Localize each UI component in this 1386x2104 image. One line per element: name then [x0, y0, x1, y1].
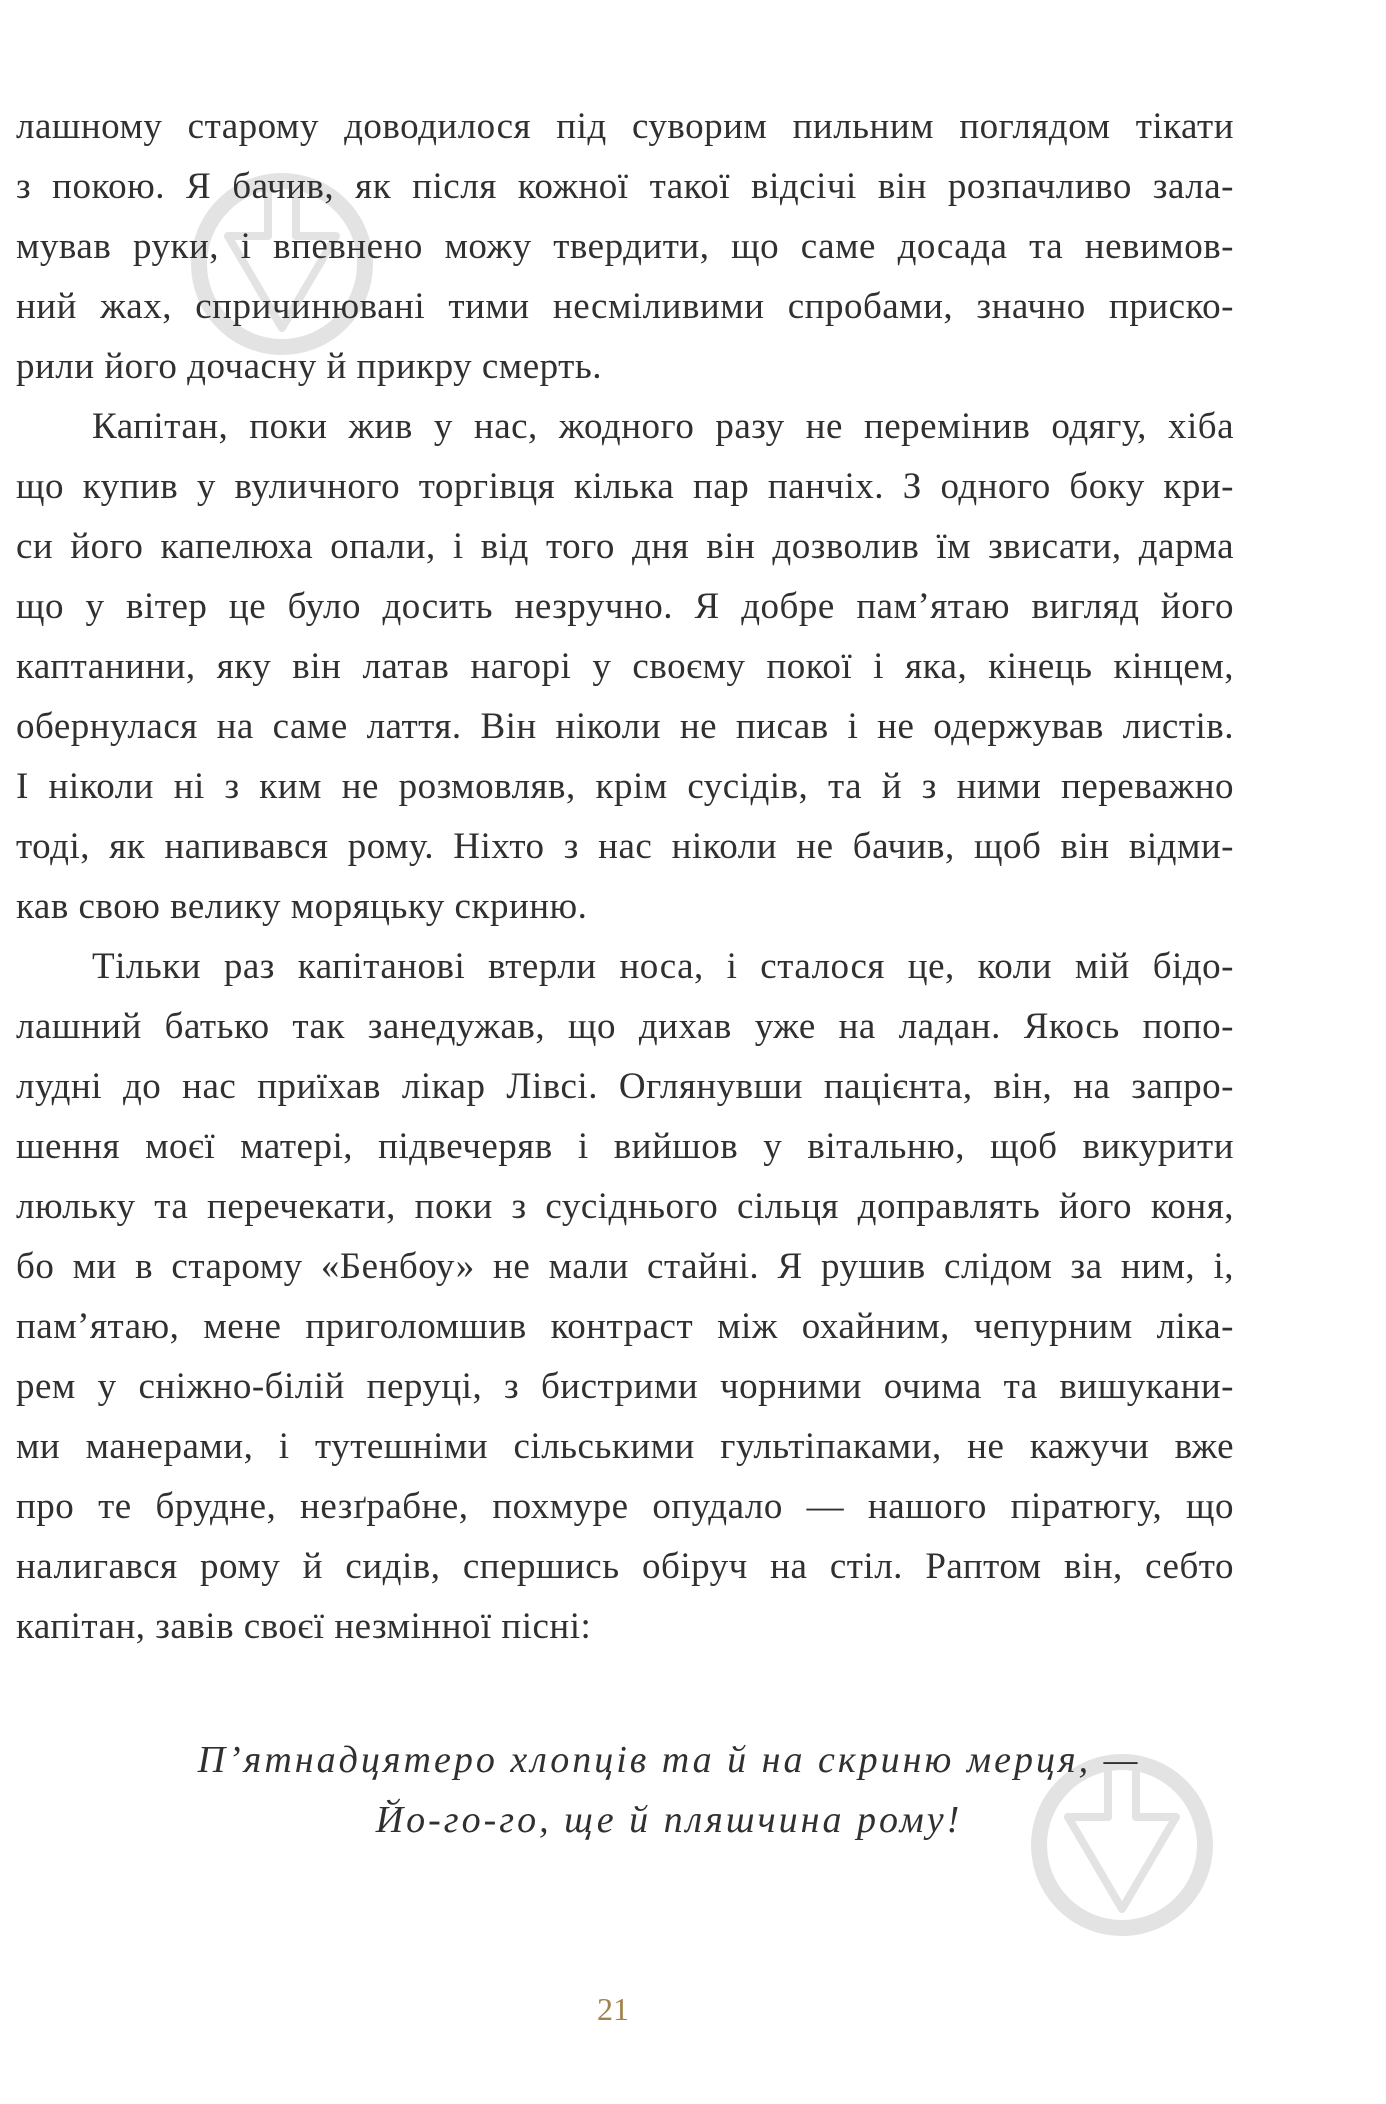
- text-line: си його капелюха опали, і від того дня він дозволив їм звисати, дарма: [16, 526, 1234, 567]
- text-line: шення моєї матері, підвечеряв і вийшов у вітальню, щоб викурити: [16, 1126, 1234, 1167]
- text-line: налигався рому й сидів, спершись обіруч на стіл. Раптом він, себто: [16, 1546, 1234, 1587]
- text-line: ми манерами, і тутешніми сільськими гультіпаками, не кажучи вже: [16, 1426, 1234, 1467]
- page-number: 21: [597, 1991, 629, 2027]
- body-text: [16, 97, 1234, 1657]
- text-line: обернулася на саме лаття. Він ніколи не писав і не одержував листів.: [16, 706, 1234, 747]
- text-line: І ніколи ні з ким не розмовляв, крім сусідів, та й з ними переважно: [16, 766, 1234, 807]
- text-line: що купив у вуличного торгівця кілька пар панчіх. З одного боку кри-: [16, 466, 1234, 507]
- text-line: рили його дочасну й прикру смерть.: [16, 346, 602, 387]
- verse-block: [130, 1730, 1208, 1850]
- text-line: лудні до нас приїхав лікар Лівсі. Оглянувши пацієнта, він, на запро-: [16, 1066, 1234, 1107]
- text-line: лашний батько так занедужав, що дихав уже на ладан. Якось попо-: [16, 1006, 1234, 1047]
- text-line: ний жах, спричинювані тими несміливими спробами, значно приско-: [16, 286, 1234, 327]
- text-line: капітан, завів своєї незмінної пісні:: [16, 1606, 592, 1647]
- text-line: що у вітер це було досить незручно. Я добре пам’ятаю вигляд його: [16, 586, 1234, 627]
- text-line: тоді, як напивався рому. Ніхто з нас ніколи не бачив, щоб він відми-: [16, 826, 1234, 867]
- text-line: кав свою велику моряцьку скриню.: [16, 886, 588, 927]
- text-line: мував руки, і впевнено можу твердити, що саме досада та невимов-: [16, 226, 1234, 267]
- paragraph: [16, 97, 1234, 397]
- paragraph: [16, 937, 1234, 1657]
- paragraph: [16, 397, 1234, 937]
- text-line: про те брудне, незґрабне, похмуре опудало — нашого піратюгу, що: [16, 1486, 1234, 1527]
- text-line: лашному старому доводилося під суворим пильним поглядом тікати: [16, 106, 1234, 147]
- text-line: люльку та перечекати, поки з сусіднього сільця доправлять його коня,: [16, 1186, 1234, 1227]
- text-line: Капітан, поки жив у нас, жодного разу не перемінив одягу, хіба: [92, 406, 1234, 447]
- text-line: з покою. Я бачив, як після кожної такої відсічі він розпачливо зала-: [16, 166, 1234, 207]
- text-line: бо ми в старому «Бенбоу» не мали стайні. Я рушив слідом за ним, і,: [16, 1246, 1234, 1287]
- verse-line: П’ятнадцятеро хлопців та й на скриню мерця, —: [197, 1739, 1141, 1781]
- text-line: Тільки раз капітанові втерли носа, і сталося це, коли мій бідо-: [92, 946, 1234, 987]
- text-line: каптанини, яку він латав нагорі у своєму покої і яка, кінець кінцем,: [16, 646, 1234, 687]
- text-line: пам’ятаю, мене приголомшив контраст між охайним, чепурним ліка-: [16, 1306, 1234, 1347]
- verse-line: Йо-го-го, ще й пляшчина рому!: [375, 1799, 963, 1841]
- text-line: рем у сніжно-білій перуці, з бистрими чорними очима та вишукани-: [16, 1366, 1234, 1407]
